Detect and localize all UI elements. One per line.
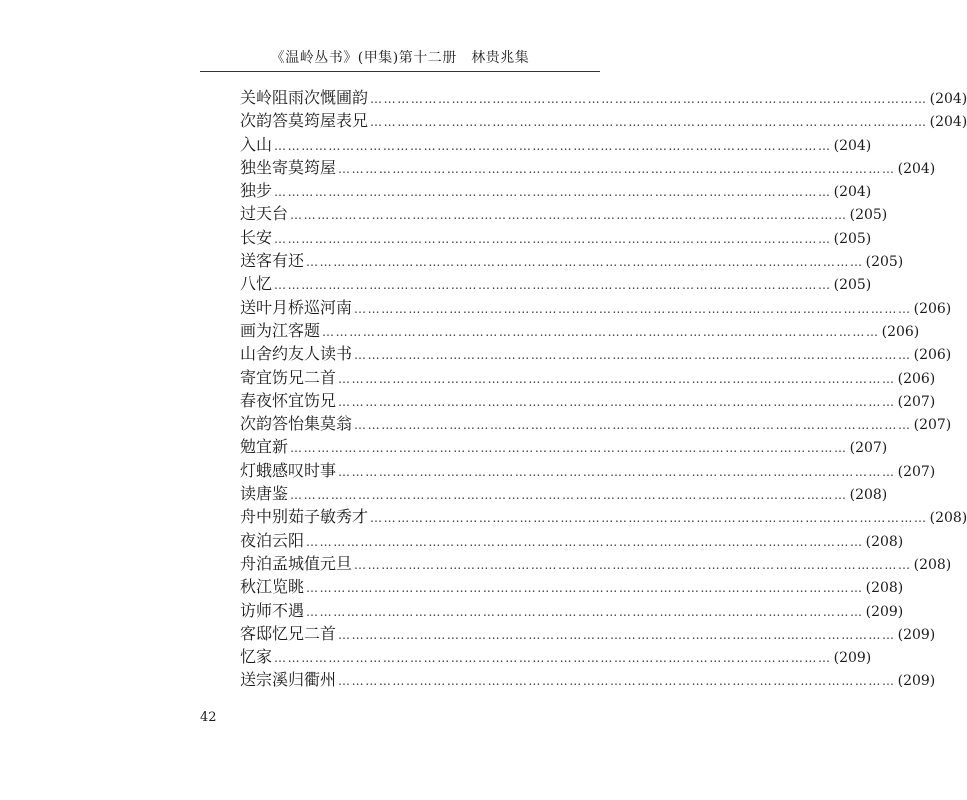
dot-leader: …………………………………………………………………………………………………………… [354,348,912,363]
page-number: 42 [200,710,217,725]
toc-entry-page: (208) [865,533,904,550]
toc-entry-title: 秋江览眺 [240,577,305,597]
toc-entry-title: 长安 [240,227,273,247]
toc-entry-page: (206) [913,300,952,317]
toc-entry-title: 访师不遇 [240,600,305,620]
toc-entry-title: 送宗溪归衢州 [240,670,337,690]
toc-entry-page: (208) [913,556,952,573]
toc-entry-title: 送客有还 [240,251,305,271]
toc-entry [240,505,967,528]
toc-entry [240,272,872,295]
toc-entry-page: (204) [929,114,967,131]
toc-entry-title: 舟中别茹子敏秀才 [240,507,369,527]
toc-entry-title: 独坐寄莫筠屋 [240,157,337,177]
dot-leader: …………………………………………………………………………………………………………… [338,394,896,409]
table-of-contents [240,86,967,692]
toc-entry [240,529,904,552]
toc-entry [240,435,888,458]
toc-entry-title: 舟泊孟城值元旦 [240,553,353,573]
dot-leader: …………………………………………………………………………………………………………… [306,581,864,596]
toc-entry-page: (206) [881,323,920,340]
dot-leader: …………………………………………………………………………………………………………… [290,488,848,503]
toc-entry [240,459,936,482]
toc-entry [240,342,952,365]
toc-entry [240,249,904,272]
toc-entry-title: 入山 [240,134,273,154]
toc-entry-page: (209) [897,626,936,643]
toc-entry-title: 独步 [240,181,273,201]
toc-entry-title: 灯蛾感叹时事 [240,460,337,480]
toc-entry-title: 忆家 [240,647,273,667]
toc-entry [240,622,936,645]
toc-entry-page: (205) [865,254,904,271]
dot-leader: …………………………………………………………………………………………………………… [354,301,912,316]
toc-entry-title: 八忆 [240,274,273,294]
toc-entry-title: 勉宜新 [240,437,289,457]
toc-entry [240,319,920,342]
toc-entry-page: (205) [833,230,872,247]
dot-leader: …………………………………………………………………………………………………………… [306,604,864,619]
toc-entry [240,645,872,668]
dot-leader: …………………………………………………………………………………………………………… [338,464,896,479]
dot-leader: …………………………………………………………………………………………………………… [306,534,864,549]
toc-entry-page: (207) [897,393,936,410]
dot-leader: …………………………………………………………………………………………………………… [338,371,896,386]
dot-leader: …………………………………………………………………………………………………………… [338,627,896,642]
dot-leader: …………………………………………………………………………………………………………… [370,115,928,130]
toc-entry-page: (209) [865,603,904,620]
dot-leader: …………………………………………………………………………………………………………… [274,138,832,153]
header-rule [200,71,600,72]
toc-entry-page: (205) [849,207,888,224]
toc-entry [240,668,936,691]
dot-leader: …………………………………………………………………………………………………………… [290,441,848,456]
toc-entry [240,156,936,179]
toc-entry [240,202,888,225]
toc-entry [240,133,872,156]
dot-leader: …………………………………………………………………………………………………………… [306,255,864,270]
dot-leader: …………………………………………………………………………………………………………… [370,92,928,106]
toc-entry [240,552,952,575]
toc-entry [240,389,936,412]
toc-entry-title: 送叶月桥巡河南 [240,297,353,317]
toc-entry-page: (204) [833,137,872,154]
toc-entry-title: 春夜怀宜饬兄 [240,390,337,410]
toc-entry-title: 读唐鉴 [240,484,289,504]
toc-entry-title: 次韵答莫筠屋表兄 [240,111,369,131]
toc-entry-page: (208) [929,510,967,527]
toc-entry-page: (207) [897,463,936,480]
toc-entry-page: (204) [833,184,872,201]
toc-entry-page: (208) [849,487,888,504]
toc-entry-page: (209) [833,650,872,667]
toc-entry-title: 客邸忆兄二首 [240,623,337,643]
toc-entry-page: (209) [897,673,936,690]
dot-leader: …………………………………………………………………………………………………………… [274,651,832,666]
toc-entry-title: 山舍约友人读书 [240,344,353,364]
toc-entry-title: 寄宜饬兄二首 [240,367,337,387]
toc-entry [240,366,936,389]
toc-entry-page: (206) [913,347,952,364]
dot-leader: …………………………………………………………………………………………………………… [354,418,912,433]
dot-leader: …………………………………………………………………………………………………………… [274,278,832,293]
toc-entry-title: 关岭阻雨次慨圃韵 [240,88,369,107]
toc-entry [240,412,952,435]
toc-entry [240,482,888,505]
toc-entry-page: (207) [849,440,888,457]
toc-entry [240,296,952,319]
toc-entry-page: (207) [913,417,952,434]
toc-entry-title: 次韵答怡集莫翁 [240,414,353,434]
dot-leader: …………………………………………………………………………………………………………… [338,161,896,176]
toc-entry-page: (205) [833,277,872,294]
dot-leader: …………………………………………………………………………………………………………… [274,185,832,200]
toc-entry [240,599,904,622]
dot-leader: …………………………………………………………………………………………………………… [290,208,848,223]
toc-entry-page: (208) [865,580,904,597]
toc-entry-page: (206) [897,370,936,387]
toc-entry [240,226,872,249]
toc-entry-title: 夜泊云阳 [240,530,305,550]
toc-entry-title: 过天台 [240,204,289,224]
dot-leader: …………………………………………………………………………………………………………… [354,557,912,572]
toc-entry-page: (204) [929,91,967,107]
toc-entry [240,575,904,598]
toc-entry [240,179,872,202]
toc-entry [240,109,967,132]
running-head: 《温岭丛书》(甲集)第十二册 林贵兆集 [270,50,530,66]
toc-entry-title: 画为江客题 [240,320,321,340]
dot-leader: …………………………………………………………………………………………………………… [370,511,928,526]
dot-leader: …………………………………………………………………………………………………………… [338,674,896,689]
toc-entry-page: (204) [897,160,936,177]
dot-leader: …………………………………………………………………………………………………………… [322,324,880,339]
dot-leader: …………………………………………………………………………………………………………… [274,231,832,246]
toc-entry [240,86,967,109]
